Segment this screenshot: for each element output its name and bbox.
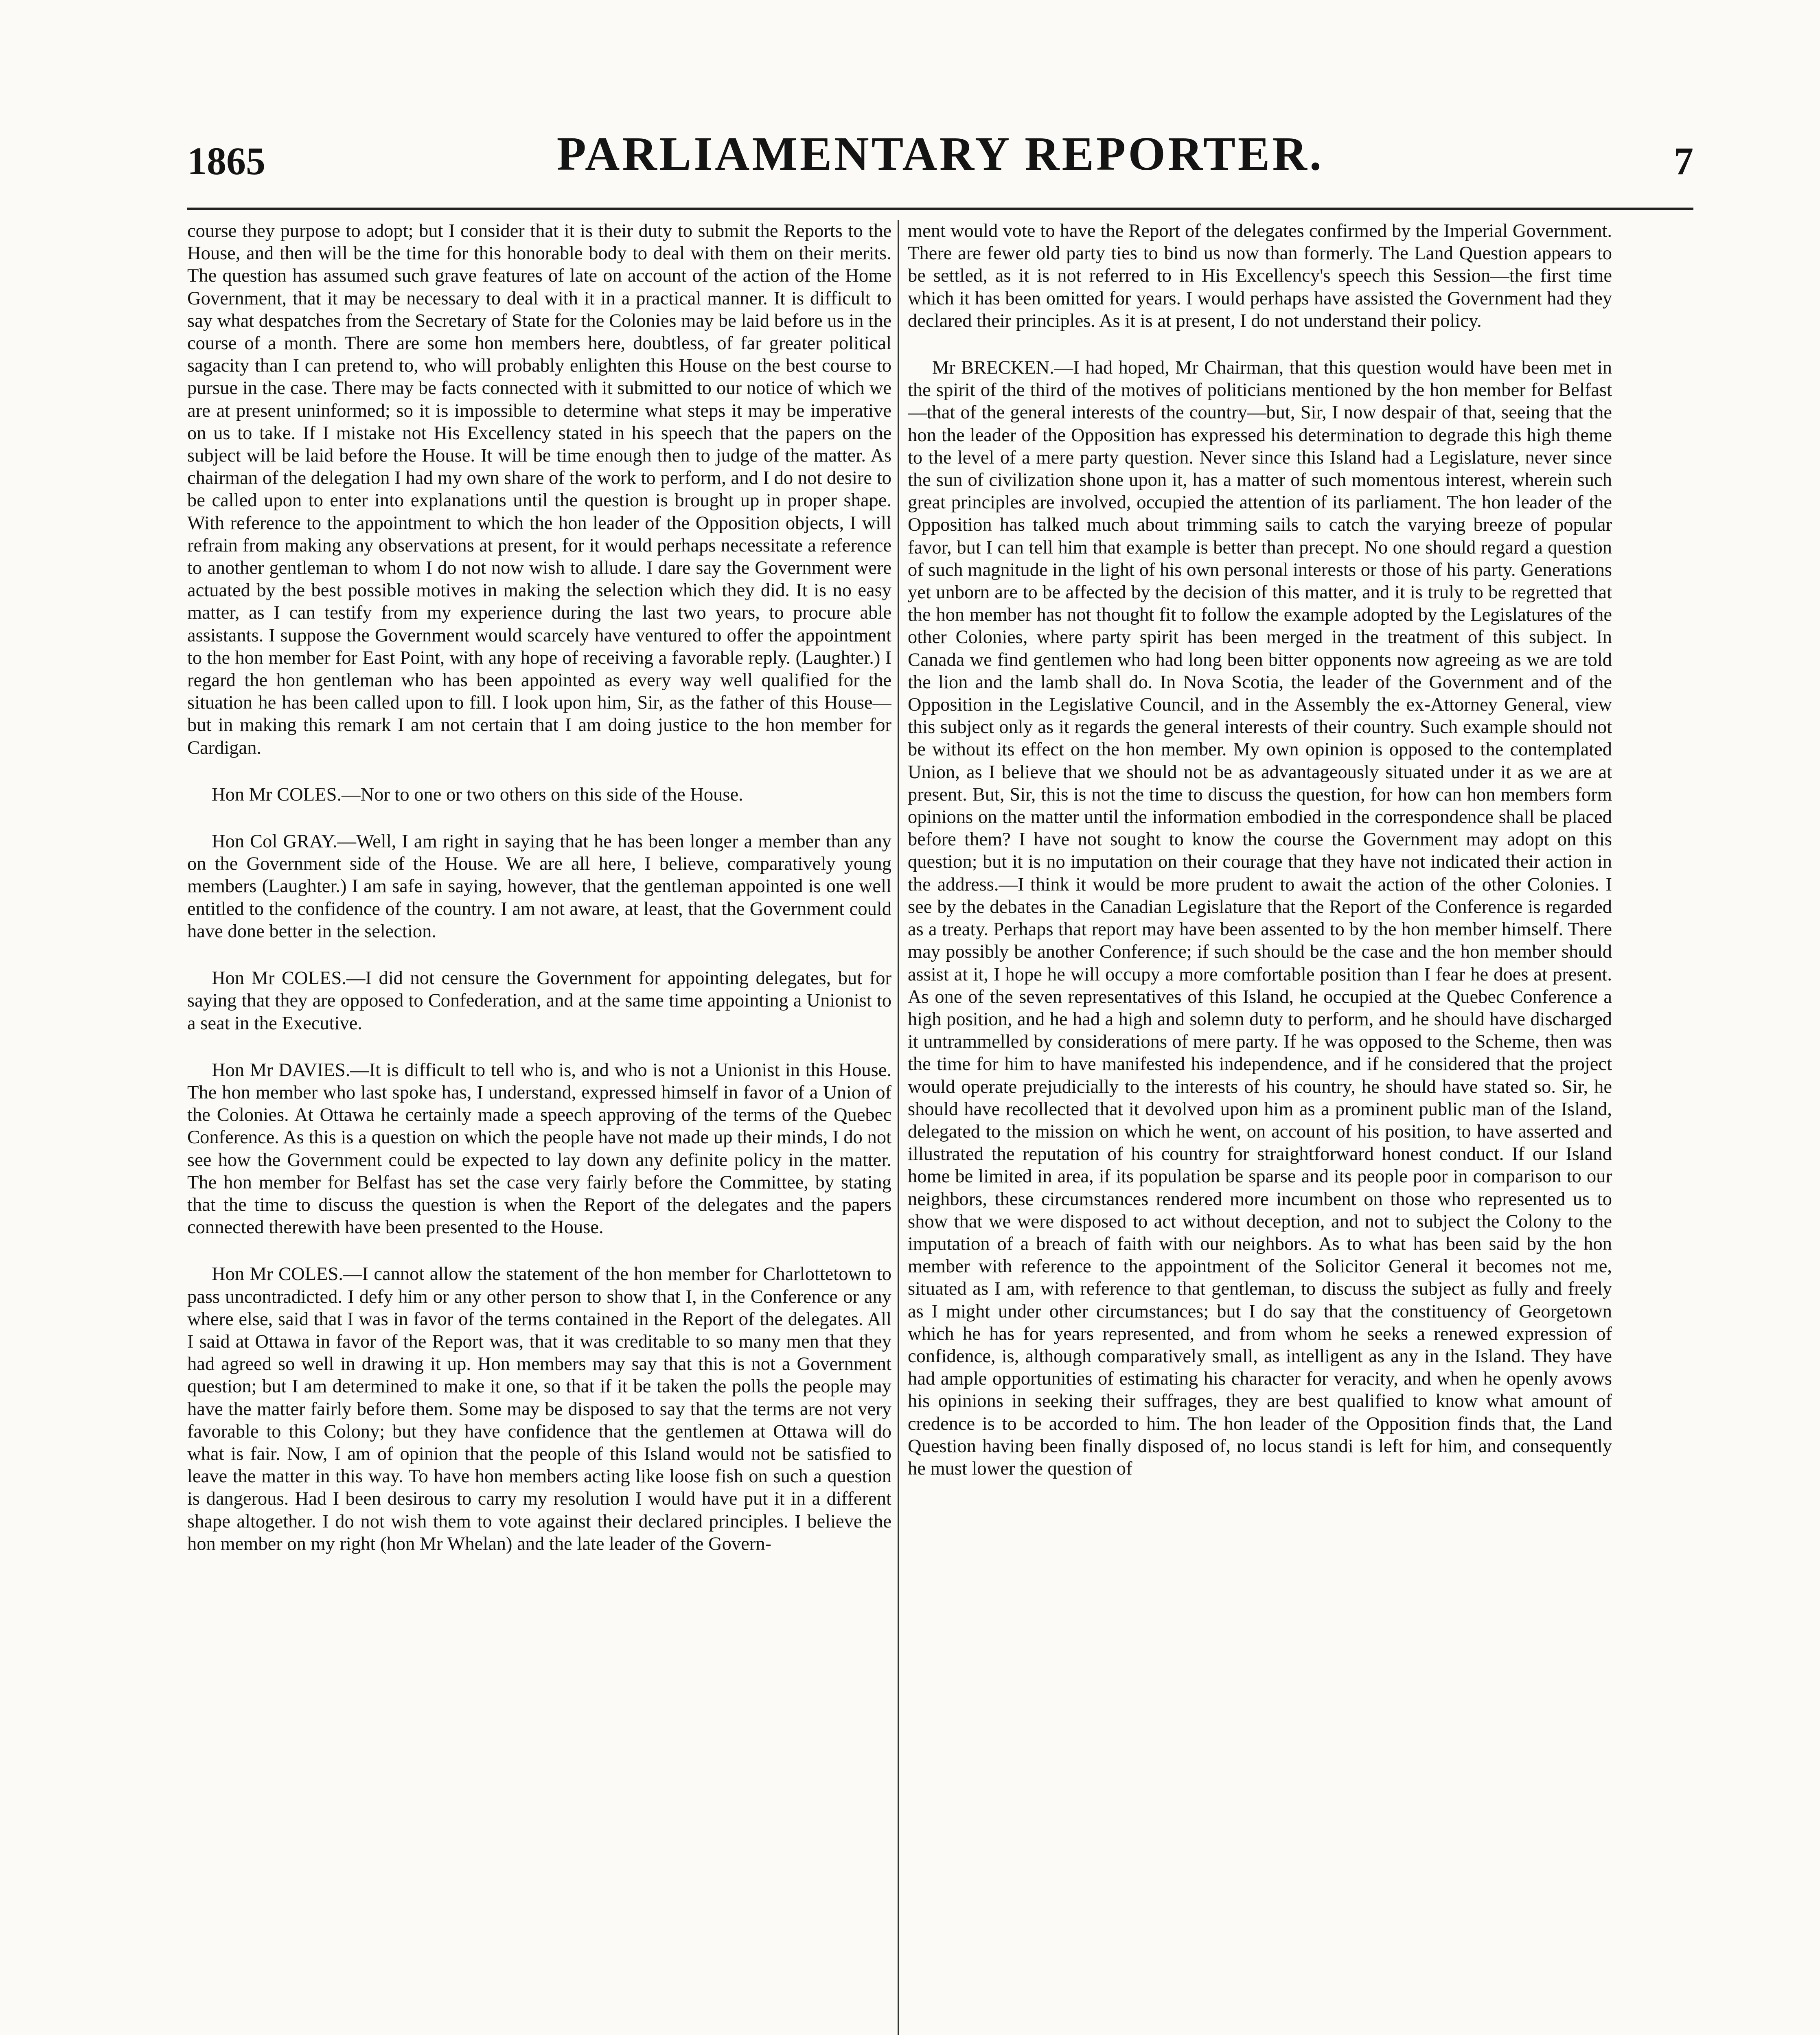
paragraph-continuation-right: ment would vote to have the Report of the delegates confirmed by the Imperial Government. There are fewer old party ties to bind us now than formerly. The Land Question appears to be settled, as it is not referred to in His Excellency's speech this Session—the first time which it has been omitted for years. I would perhaps have assisted the Government had they declared their principles. As it is at present, I do not understand their policy. [908,221,1612,331]
speech-brecken: Mr BRECKEN.—I had hoped, Mr Chairman, that this question would have been met in the spirit of the third of the motives of politicians mentioned by the hon member for Belfast—that of the general interests of the country—but, Sir, I now despair of that, seeing that the hon the leader of the Opposition has expressed his determination to degrade this high theme to the level of a mere party question. Never since this Island had a Legislature, never since the sun of civilization shone upon it, has a matter of such momentous interest, wherein such great principles are involved, occupied the attention of its parliament. The hon leader of the Opposition has talked much about trimming sails to catch the varying breeze of popular favor, but I can tell him that example is better than precept. No one should regard a question of such magnitude in the light of his own personal interests or those of his party. Generations yet unborn are to be affected by the decision of this matter, and it is truly to be regretted that the hon member has not thought fit to follow the example adopted by the Legislatures of the other Colonies, where party spirit has been merged in the treatment of this subject. In Canada we find gentlemen who had long been bitter opponents now agreeing as we are told the lion and the lamb shall do. In Nova Scotia, the leader of the Government and of the Opposition in the Legislative Council, and in the Assembly the ex-Attorney General, view this subject only as it regards the general interests of their country. Such example should not be without its effect on the hon member. My own opinion is opposed to the contemplated Union, as I believe that we should not be as advantageously situated under it as we are at present. But, Sir, this is not the time to discuss the question, for how can hon members form opinions on the matter until the information embodied in the correspondence shall be placed before them? I have not sought to know the course the Government may adopt on this question; but it is no imputation on their courage that they have not indicated their action in the address.—I think it would be more prudent to await the action of the other Colonies. I see by the debates in the Canadian Legislature that the Report of the Conference is regarded as a treaty. Perhaps that report may have been assented to by the hon member himself. There may possibly be another Conference; if such should be the case and the hon member should assist at it, I hope he will occupy a more comfortable position than I fear he does at present. As one of the seven representatives of this Island, he occupied at the Quebec Conference a high position, and he had a high and solemn duty to perform, and he should have discharged it untrammelled by considerations of mere party. If he was opposed to the Scheme, then was the time for him to have manifested his independence, and if he considered that the project would operate prejudicially to the interests of his country, he should have stated so. Sir, he should have recollected that it devolved upon him as a prominent public man of the Island, delegated to the mission on which he went, on account of his position, to have asserted and illustrated the reputation of his country for straightforward honest conduct. If our Island home be limited in area, if its population be sparse and its people poor in comparison to our neighbors, these circumstances rendered more incumbent on those who represented us to show that we were disposed to act without deception, and not to subject the Colony to the imputation of a breach of faith with our neighbors. As to what has been said by the hon member with reference to the appointment of the Solicitor General it becomes not me, situated as I am, with reference to that gentleman, to discuss the subject as fully and freely as I might under other circumstances; but I do say that the constituency of Georgetown which he has for years represented, and from whom he seeks a renewed expression of confidence, is, although comparatively small, as intelligent as any in the Island. They have had ample opportunities of estimating his character for veracity, and when he openly avows his opinions in seeking their suffrages, they are best qualified to know what amount of credence is to be accorded to him. The hon leader of the Opposition finds that, the Land Question having been finally disposed of, no locus standi is left for him, and consequently he must lower the question of [908,357,1612,1479]
speech-coles-2: Hon Mr COLES.—I did not censure the Government for appointing delegates, but for saying that they are opposed to Confederation, and at the same time appointing a Unionist to a seat in the Executive. [187,968,891,1034]
speech-coles-1: Hon Mr COLES.—Nor to one or two others on this side of the House. [212,784,743,805]
page-header [187,122,1693,199]
header-page-number: 7 [1674,139,1693,183]
left-column [187,220,891,2035]
paragraph-continuation: course they purpose to adopt; but I consider that it is their duty to submit the Reports to the House, and then will be the time for this honorable body to deal with them on their merits. The question has assumed such grave features of late on account of the action of the Home Government, that it may be necessary to deal with it in a practical manner. It is difficult to say what despatches from the Secretary of State for the Colonies may be laid before us in the course of a month. There are some hon members here, doubtless, of far greater political sagacity than I can pretend to, who will probably enlighten this House on the best course to pursue in the case. There may be facts connected with it submitted to our notice of which we are at present uninformed; so it is impossible to determine what steps it may be imperative on us to take. If I mistake not His Excellency stated in his speech that the papers on the subject will be laid before the House. It will be time enough then to judge of the matter. As chairman of the delegation I had my own share of the work to perform, and I do not desire to be called upon to enter into explanations until the question is brought up in proper shape. With reference to the appointment to which the hon leader of the Opposition objects, I will refrain from making any observations at present, for it would perhaps necessitate a reference to another gentleman to whom I do not now wish to allude. I dare say the Government were actuated by the best possible motives in making the selection which they did. It is no easy matter, as I can testify from my experience during the last two years, to procure able assistants. I suppose the Government would scarcely have ventured to offer the appointment to the hon member for East Point, with any hope of receiving a favorable reply. (Laughter.) I regard the hon gentleman who has been appointed as every way well qualified for the situation he has been called upon to fill. I look upon him, Sir, as the father of this House—but in making this remark I am not certain that I am doing justice to the hon member for Cardigan. [187,221,891,758]
speech-gray: Hon Col GRAY.—Well, I am right in saying that he has been longer a member than any on the Government side of the House. We are all here, I believe, comparatively young members (Laughter.) I am safe in saying, however, that the gentleman appointed is one well entitled to the confidence of the country. I am not aware, at least, that the Government could have done better in the selection. [187,831,891,942]
right-column [908,220,1612,2035]
speech-davies: Hon Mr DAVIES.—It is difficult to tell who is, and who is not a Unionist in this House. The hon member who last spoke has, I understand, expressed himself in favor of a Union of the Colonies. At Ottawa he certainly made a speech approving of the terms of the Quebec Conference. As this is a question on which the people have not made up their minds, I do not see how the Government could be expected to lay down any definite policy in the matter. The hon member for Belfast has set the case very fairly before the Committee, by stating that the time to discuss the question is when the Report of the delegates and the papers connected therewith have been presented to the House. [187,1059,891,1238]
header-year: 1865 [187,139,265,183]
speech-coles-3: Hon Mr COLES.—I cannot allow the statement of the hon member for Charlottetown to pass uncontradicted. I defy him or any other person to show that I, in the Conference or any where else, said that I was in favor of the terms contained in the Report of the delegates. All I said at Ottawa in favor of the Report was, that it was creditable to so many men that they had agreed so well in drawing it up. Hon members may say that this is not a Government question; but I am determined to make it one, so that if it be taken the polls the people may have the matter fairly before them. Some may be disposed to say that the terms are not very favorable to this Colony; but they have confidence that the gentlemen at Ottawa will do what is fair. Now, I am of opinion that the people of this Island would not be satisfied to leave the matter in this way. To have hon members acting like loose fish on such a question is dangerous. Had I been desirous to carry my resolution I would have put it in a different shape altogether. I do not wish them to vote against their declared principles. I believe the hon member on my right (hon Mr Whelan) and the late leader of the Govern- [187,1264,891,1554]
header-title: PARLIAMENTARY REPORTER. [556,127,1324,180]
header-rule [187,208,1693,210]
column-divider [898,220,899,2035]
